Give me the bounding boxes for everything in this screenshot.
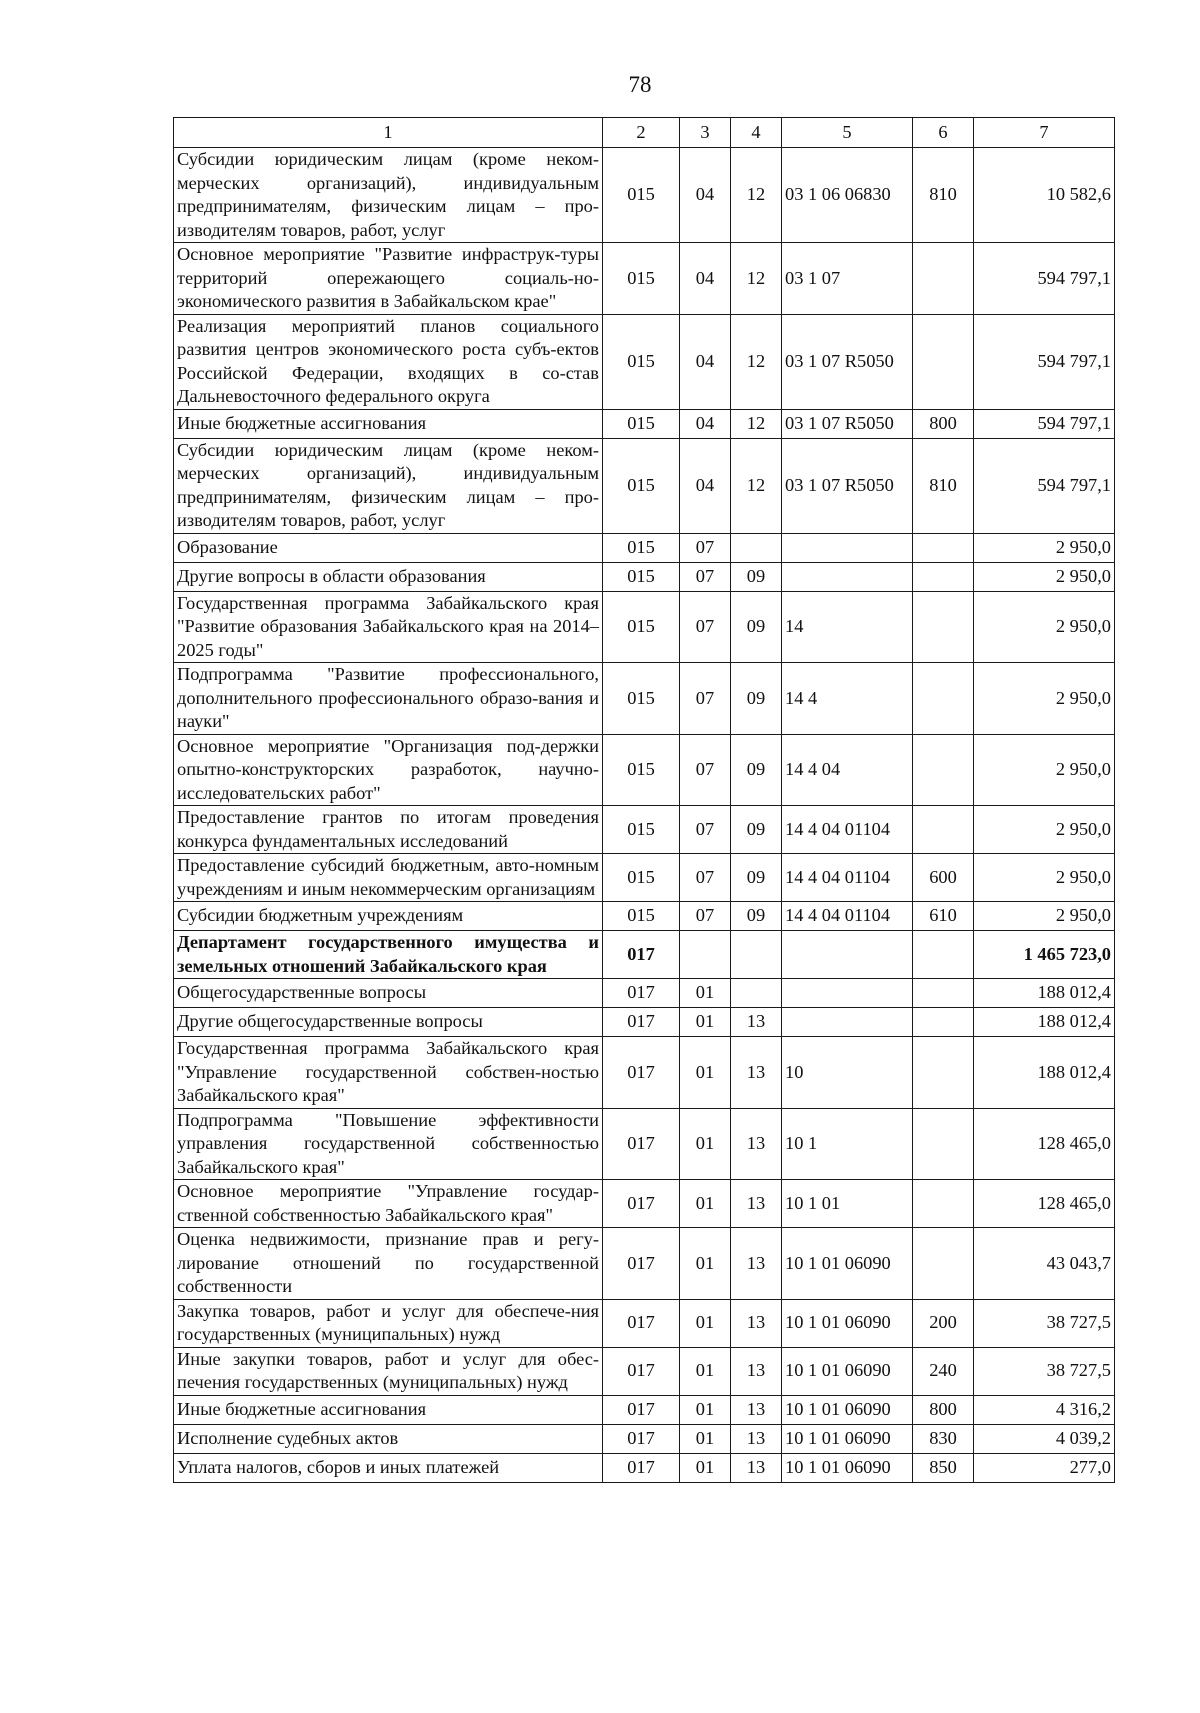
cell-section: 04: [680, 314, 731, 409]
cell-name: Закупка товаров, работ и услуг для обеспече-ния государственных (муниципальных) нужд: [174, 1299, 603, 1347]
cell-subsection: 13: [731, 1424, 782, 1453]
cell-amount: 2 950,0: [974, 854, 1115, 902]
cell-expense-type: [913, 806, 974, 854]
cell-name: Исполнение судебных актов: [174, 1424, 603, 1453]
column-header: 4: [731, 118, 782, 148]
cell-ministry-code: 017: [603, 1424, 680, 1453]
table-body: [174, 148, 1115, 1483]
cell-target-article: 10 1 01 06090: [782, 1347, 913, 1395]
cell-ministry-code: 015: [603, 663, 680, 735]
table-row: [174, 1108, 1115, 1180]
table-row: [174, 1347, 1115, 1395]
cell-expense-type: [913, 1037, 974, 1109]
cell-name: Предоставление субсидий бюджетным, авто-номным учреждениям и иным некоммерческим организациям: [174, 854, 603, 902]
cell-ministry-code: 017: [603, 1453, 680, 1482]
column-header: 1: [174, 118, 603, 148]
cell-section: 07: [680, 591, 731, 663]
cell-name: Подпрограмма "Развитие профессионального, дополнительного профессионального образо-вания и науки": [174, 663, 603, 735]
cell-amount: 1 465 723,0: [974, 931, 1115, 979]
cell-target-article: [782, 979, 913, 1008]
cell-amount: 2 950,0: [974, 734, 1115, 806]
cell-ministry-code: 017: [603, 1228, 680, 1300]
table-row: [174, 854, 1115, 902]
column-header: 2: [603, 118, 680, 148]
cell-expense-type: [913, 1180, 974, 1228]
cell-section: 01: [680, 1453, 731, 1482]
cell-expense-type: [913, 314, 974, 409]
page-number: 78: [628, 72, 652, 97]
cell-ministry-code: 017: [603, 931, 680, 979]
cell-expense-type: 600: [913, 854, 974, 902]
cell-ministry-code: 015: [603, 438, 680, 533]
cell-expense-type: 810: [913, 148, 974, 243]
cell-subsection: 12: [731, 148, 782, 243]
cell-target-article: [782, 1008, 913, 1037]
cell-amount: 128 465,0: [974, 1108, 1115, 1180]
cell-ministry-code: 017: [603, 1037, 680, 1109]
cell-subsection: 12: [731, 438, 782, 533]
cell-expense-type: 830: [913, 1424, 974, 1453]
column-header: 3: [680, 118, 731, 148]
cell-name: Государственная программа Забайкальского края "Управление государственной собствен-ностью Забайкальского края": [174, 1037, 603, 1109]
cell-target-article: 03 1 07 R5050: [782, 314, 913, 409]
cell-subsection: 13: [731, 1395, 782, 1424]
cell-section: [680, 931, 731, 979]
cell-expense-type: [913, 734, 974, 806]
cell-name: Уплата налогов, сборов и иных платежей: [174, 1453, 603, 1482]
cell-amount: 277,0: [974, 1453, 1115, 1482]
cell-section: 07: [680, 806, 731, 854]
cell-amount: 38 727,5: [974, 1347, 1115, 1395]
cell-expense-type: 240: [913, 1347, 974, 1395]
cell-amount: 2 950,0: [974, 591, 1115, 663]
cell-subsection: 12: [731, 314, 782, 409]
cell-subsection: 13: [731, 1347, 782, 1395]
table-row: [174, 979, 1115, 1008]
cell-section: 04: [680, 438, 731, 533]
cell-ministry-code: 015: [603, 806, 680, 854]
table-row: [174, 663, 1115, 735]
cell-section: 01: [680, 1299, 731, 1347]
cell-subsection: 13: [731, 1299, 782, 1347]
cell-amount: 594 797,1: [974, 314, 1115, 409]
cell-section: 01: [680, 1008, 731, 1037]
cell-target-article: 14 4 04: [782, 734, 913, 806]
cell-target-article: 10 1 01 06090: [782, 1299, 913, 1347]
cell-section: 07: [680, 734, 731, 806]
cell-expense-type: [913, 533, 974, 562]
cell-subsection: 09: [731, 591, 782, 663]
cell-ministry-code: 015: [603, 562, 680, 591]
cell-name: Другие общегосударственные вопросы: [174, 1008, 603, 1037]
cell-subsection: 13: [731, 1108, 782, 1180]
cell-name: Предоставление грантов по итогам проведения конкурса фундаментальных исследований: [174, 806, 603, 854]
cell-target-article: 14 4: [782, 663, 913, 735]
cell-ministry-code: 015: [603, 409, 680, 438]
cell-ministry-code: 015: [603, 591, 680, 663]
table-row: [174, 562, 1115, 591]
cell-name: Субсидии бюджетным учреждениям: [174, 902, 603, 931]
cell-amount: 2 950,0: [974, 902, 1115, 931]
cell-name: Иные бюджетные ассигнования: [174, 1395, 603, 1424]
table-row: [174, 1453, 1115, 1482]
cell-amount: 4 039,2: [974, 1424, 1115, 1453]
cell-subsection: 13: [731, 1453, 782, 1482]
cell-target-article: 03 1 07 R5050: [782, 438, 913, 533]
cell-amount: 2 950,0: [974, 663, 1115, 735]
cell-name: Государственная программа Забайкальского края "Развитие образования Забайкальского края на 2014–2025 годы": [174, 591, 603, 663]
cell-expense-type: 810: [913, 438, 974, 533]
cell-target-article: 10 1: [782, 1108, 913, 1180]
table-row: [174, 533, 1115, 562]
column-header: 5: [782, 118, 913, 148]
cell-name: Департамент государственного имущества и земельных отношений Забайкальского края: [174, 931, 603, 979]
cell-subsection: 13: [731, 1037, 782, 1109]
cell-section: 01: [680, 1037, 731, 1109]
cell-name: Основное мероприятие "Организация под-держки опытно-конструкторских разработок, научно-исследовательских работ": [174, 734, 603, 806]
cell-target-article: 14 4 04 01104: [782, 854, 913, 902]
cell-amount: 594 797,1: [974, 243, 1115, 315]
cell-ministry-code: 015: [603, 243, 680, 315]
cell-section: 01: [680, 1108, 731, 1180]
table-row: [174, 734, 1115, 806]
cell-name: Другие вопросы в области образования: [174, 562, 603, 591]
cell-name: Иные бюджетные ассигнования: [174, 409, 603, 438]
cell-target-article: 10 1 01 06090: [782, 1228, 913, 1300]
table-row: [174, 806, 1115, 854]
cell-ministry-code: 017: [603, 1395, 680, 1424]
cell-name: Субсидии юридическим лицам (кроме неком-мерческих организаций), индивидуальным предпринимателям, физическим лицам – про-изводителям товаров, работ, услуг: [174, 438, 603, 533]
cell-amount: 594 797,1: [974, 438, 1115, 533]
cell-target-article: [782, 533, 913, 562]
cell-amount: 2 950,0: [974, 806, 1115, 854]
cell-target-article: 10 1 01: [782, 1180, 913, 1228]
cell-amount: 188 012,4: [974, 979, 1115, 1008]
cell-target-article: 10 1 01 06090: [782, 1395, 913, 1424]
cell-target-article: 03 1 07 R5050: [782, 409, 913, 438]
cell-ministry-code: 017: [603, 979, 680, 1008]
cell-ministry-code: 015: [603, 148, 680, 243]
cell-expense-type: [913, 663, 974, 735]
cell-section: 01: [680, 1347, 731, 1395]
cell-ministry-code: 015: [603, 854, 680, 902]
cell-ministry-code: 017: [603, 1008, 680, 1037]
cell-subsection: 09: [731, 663, 782, 735]
cell-expense-type: [913, 1008, 974, 1037]
cell-expense-type: 610: [913, 902, 974, 931]
cell-expense-type: [913, 243, 974, 315]
cell-target-article: [782, 931, 913, 979]
cell-ministry-code: 015: [603, 533, 680, 562]
table-row: [174, 591, 1115, 663]
cell-name: Субсидии юридическим лицам (кроме неком-мерческих организаций), индивидуальным предпринимателям, физическим лицам – про-изводителям товаров, работ, услуг: [174, 148, 603, 243]
cell-target-article: 14 4 04 01104: [782, 902, 913, 931]
cell-subsection: [731, 931, 782, 979]
table-row: [174, 902, 1115, 931]
cell-subsection: 13: [731, 1008, 782, 1037]
cell-section: 01: [680, 1180, 731, 1228]
cell-section: 07: [680, 854, 731, 902]
cell-expense-type: [913, 979, 974, 1008]
cell-expense-type: 850: [913, 1453, 974, 1482]
table-row: [174, 1228, 1115, 1300]
table-row: [174, 1008, 1115, 1037]
table-row: [174, 243, 1115, 315]
cell-section: 01: [680, 1395, 731, 1424]
table-row: [174, 931, 1115, 979]
table-row: [174, 1299, 1115, 1347]
cell-name: Подпрограмма "Повышение эффективности управления государственной собственностью Забайкальского края": [174, 1108, 603, 1180]
cell-section: 01: [680, 1228, 731, 1300]
cell-target-article: 10 1 01 06090: [782, 1424, 913, 1453]
cell-ministry-code: 017: [603, 1108, 680, 1180]
cell-subsection: 12: [731, 409, 782, 438]
column-header: 6: [913, 118, 974, 148]
table-row: [174, 1037, 1115, 1109]
table-row: [174, 409, 1115, 438]
cell-subsection: 13: [731, 1228, 782, 1300]
cell-amount: 188 012,4: [974, 1008, 1115, 1037]
cell-name: Основное мероприятие "Управление государ-ственной собственностью Забайкальского края": [174, 1180, 603, 1228]
cell-ministry-code: 015: [603, 314, 680, 409]
cell-section: 07: [680, 562, 731, 591]
cell-target-article: 03 1 07: [782, 243, 913, 315]
table-row: [174, 1424, 1115, 1453]
cell-target-article: 10 1 01 06090: [782, 1453, 913, 1482]
cell-amount: 43 043,7: [974, 1228, 1115, 1300]
cell-name: Иные закупки товаров, работ и услуг для обес-печения государственных (муниципальных) нужд: [174, 1347, 603, 1395]
cell-amount: 4 316,2: [974, 1395, 1115, 1424]
cell-amount: 188 012,4: [974, 1037, 1115, 1109]
cell-name: Реализация мероприятий планов социального развития центров экономического роста субъ-ектов Российской Федерации, входящих в со-став Дальневосточного федерального округа: [174, 314, 603, 409]
table-row: [174, 148, 1115, 243]
cell-amount: 128 465,0: [974, 1180, 1115, 1228]
cell-amount: 2 950,0: [974, 533, 1115, 562]
cell-amount: 594 797,1: [974, 409, 1115, 438]
cell-section: 07: [680, 663, 731, 735]
cell-expense-type: 800: [913, 409, 974, 438]
cell-subsection: 09: [731, 806, 782, 854]
cell-section: 01: [680, 1424, 731, 1453]
table-row: [174, 438, 1115, 533]
cell-expense-type: [913, 562, 974, 591]
column-header: 7: [974, 118, 1115, 148]
cell-amount: 38 727,5: [974, 1299, 1115, 1347]
cell-section: 07: [680, 902, 731, 931]
cell-section: 04: [680, 409, 731, 438]
cell-ministry-code: 015: [603, 734, 680, 806]
cell-ministry-code: 017: [603, 1180, 680, 1228]
cell-section: 01: [680, 979, 731, 1008]
cell-ministry-code: 017: [603, 1299, 680, 1347]
cell-expense-type: 200: [913, 1299, 974, 1347]
cell-subsection: 12: [731, 243, 782, 315]
cell-section: 07: [680, 533, 731, 562]
cell-name: Общегосударственные вопросы: [174, 979, 603, 1008]
cell-ministry-code: 017: [603, 1347, 680, 1395]
table-header-row: [174, 118, 1115, 148]
cell-name: Оценка недвижимости, признание прав и регу-лирование отношений по государственной собственности: [174, 1228, 603, 1300]
cell-amount: 10 582,6: [974, 148, 1115, 243]
cell-section: 04: [680, 148, 731, 243]
cell-subsection: 09: [731, 734, 782, 806]
cell-subsection: [731, 533, 782, 562]
cell-expense-type: [913, 591, 974, 663]
cell-name: Образование: [174, 533, 603, 562]
cell-section: 04: [680, 243, 731, 315]
cell-subsection: 09: [731, 854, 782, 902]
cell-target-article: 14 4 04 01104: [782, 806, 913, 854]
cell-expense-type: [913, 1228, 974, 1300]
cell-subsection: 09: [731, 562, 782, 591]
cell-target-article: 03 1 06 06830: [782, 148, 913, 243]
table-row: [174, 1180, 1115, 1228]
cell-expense-type: 800: [913, 1395, 974, 1424]
cell-subsection: [731, 979, 782, 1008]
table-row: [174, 1395, 1115, 1424]
cell-name: Основное мероприятие "Развитие инфраструк-туры территорий опережающего социаль-но-экономического развития в Забайкальском крае": [174, 243, 603, 315]
cell-target-article: 10: [782, 1037, 913, 1109]
cell-ministry-code: 015: [603, 902, 680, 931]
cell-expense-type: [913, 931, 974, 979]
cell-expense-type: [913, 1108, 974, 1180]
cell-subsection: 13: [731, 1180, 782, 1228]
cell-target-article: 14: [782, 591, 913, 663]
budget-table: [173, 117, 1115, 1483]
cell-amount: 2 950,0: [974, 562, 1115, 591]
table-row: [174, 314, 1115, 409]
cell-subsection: 09: [731, 902, 782, 931]
cell-target-article: [782, 562, 913, 591]
